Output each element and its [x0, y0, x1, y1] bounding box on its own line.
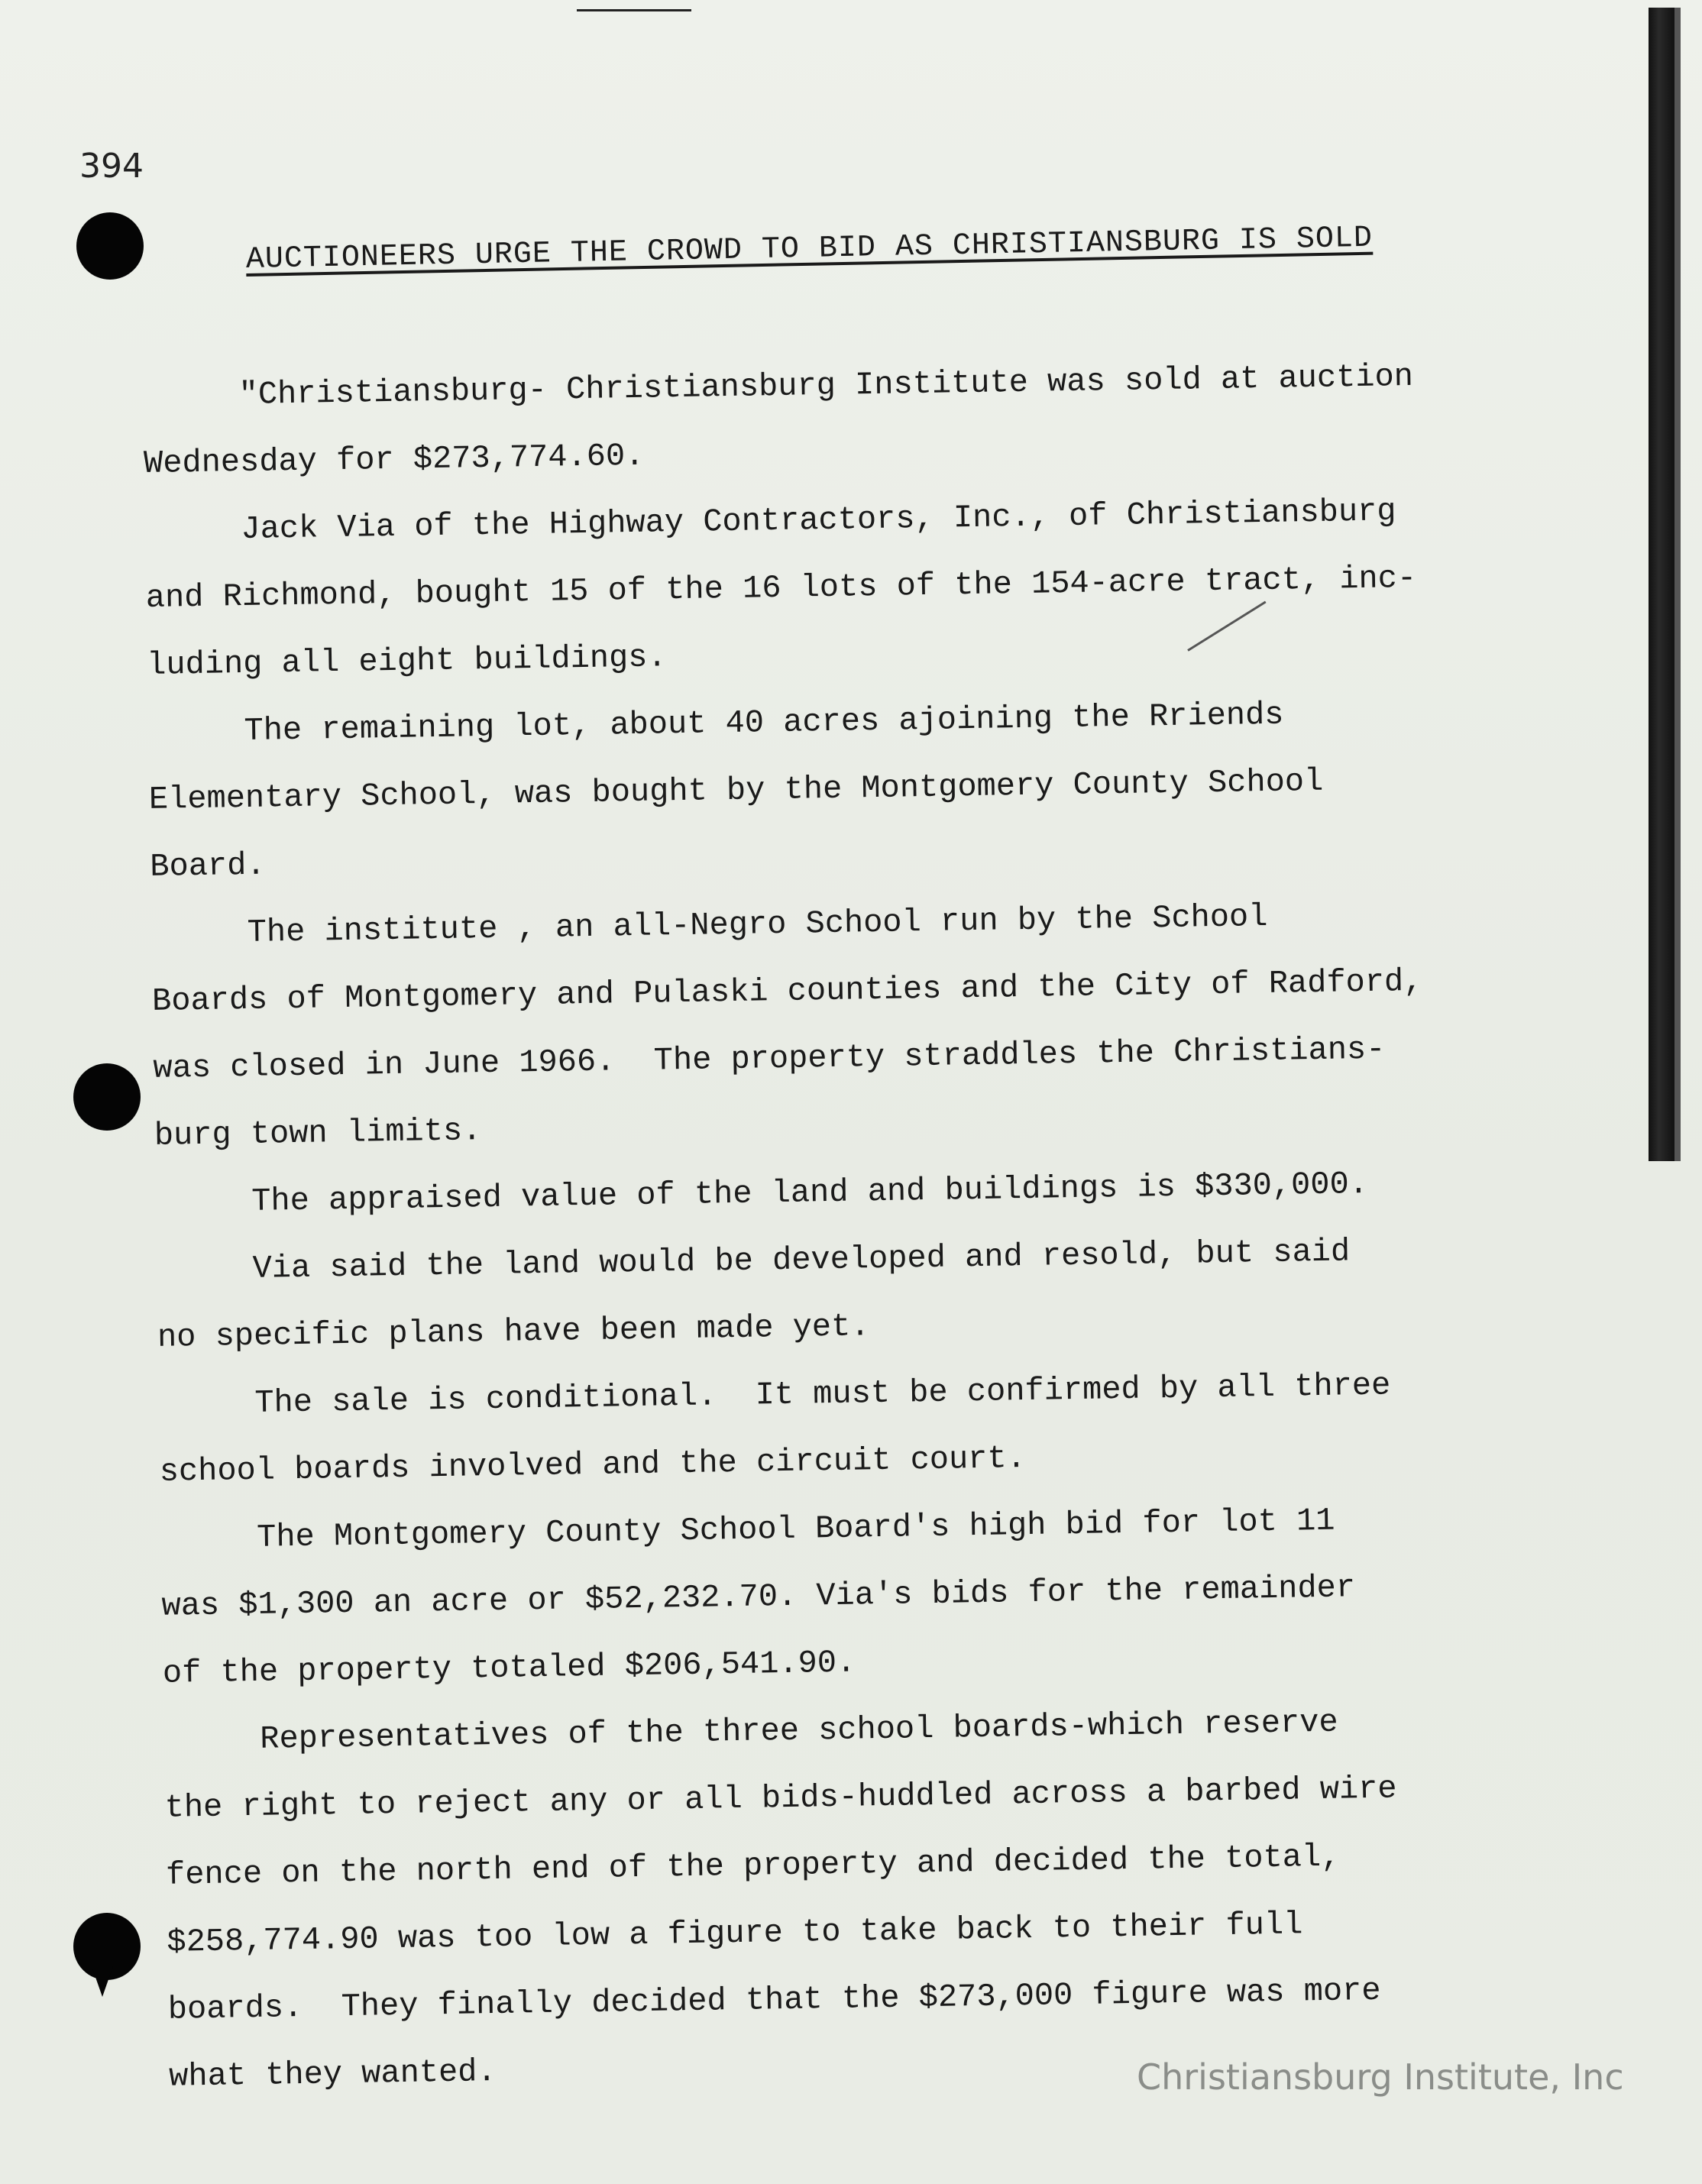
text-line: fence on the north end of the property and decided the total, [165, 1838, 1341, 1894]
text-line: Boards of Montgomery and Pulaski counties and the City of Radford, [151, 963, 1423, 1020]
text-line: Jack Via of the Highway Contractors, Inc., of Christiansburg [144, 493, 1396, 549]
punch-hole-icon [76, 212, 144, 280]
binder-edge [1649, 8, 1674, 1161]
text-line: The appraised value of the land and buildings is $330,000. [154, 1165, 1369, 1221]
document-title: AUCTIONEERS URGE THE CROWD TO BID AS CHRISTIANSBURG IS SOLD [245, 221, 1374, 277]
watermark: Christiansburg Institute, Inc [1137, 2056, 1624, 2098]
text-line: "Christiansburg- Christiansburg Institute was sold at auction [142, 358, 1414, 415]
text-line: no specific plans have been made yet. [157, 1308, 870, 1356]
punch-hole-icon [73, 1913, 141, 1980]
text-line: The institute , an all-Negro School run by the School [150, 898, 1268, 953]
page-number: 394 [79, 147, 144, 186]
document-body [142, 341, 1529, 2111]
text-line: The sale is conditional. It must be confirmed by all three [158, 1367, 1391, 1423]
text-line: Board. [149, 846, 266, 885]
text-line: Wednesday for $273,774.60. [143, 437, 645, 482]
text-line: was closed in June 1966. The property straddles the Christians- [153, 1031, 1386, 1087]
punch-hole-icon [73, 1063, 141, 1131]
text-line: of the property totaled $206,541.90. [162, 1644, 856, 1692]
text-line: Elementary School, was bought by the Montgomery County School [148, 762, 1324, 818]
text-line: was $1,300 an acre or $52,232.70. Via's bids for the remainder [161, 1569, 1356, 1625]
text-line: $258,774.90 was too low a figure to take back to their full [167, 1906, 1303, 1961]
text-line: The remaining lot, about 40 acres ajoining the Rriends [147, 696, 1284, 751]
text-line: Representatives of the three school boards-which reserve [163, 1704, 1338, 1759]
binder-edge-shadow [1674, 8, 1681, 1161]
text-line: school boards involved and the circuit court. [159, 1440, 1027, 1490]
top-rule [577, 9, 691, 11]
text-line: The Montgomery County School Board's high bid for lot 11 [160, 1502, 1335, 1558]
text-line: the right to reject any or all bids-huddled across a barbed wire [164, 1770, 1397, 1826]
text-line: what they wanted. [168, 2053, 497, 2095]
text-line: boards. They finally decided that the $273,000 figure was more [167, 1972, 1381, 2028]
text-line: burg town limits. [154, 1112, 482, 1154]
text-line: and Richmond, bought 15 of the 16 lots of the 154-acre tract, inc- [145, 559, 1417, 616]
text-line: Via said the land would be developed and resold, but said [156, 1233, 1351, 1289]
text-line: luding all eight buildings. [146, 639, 668, 684]
